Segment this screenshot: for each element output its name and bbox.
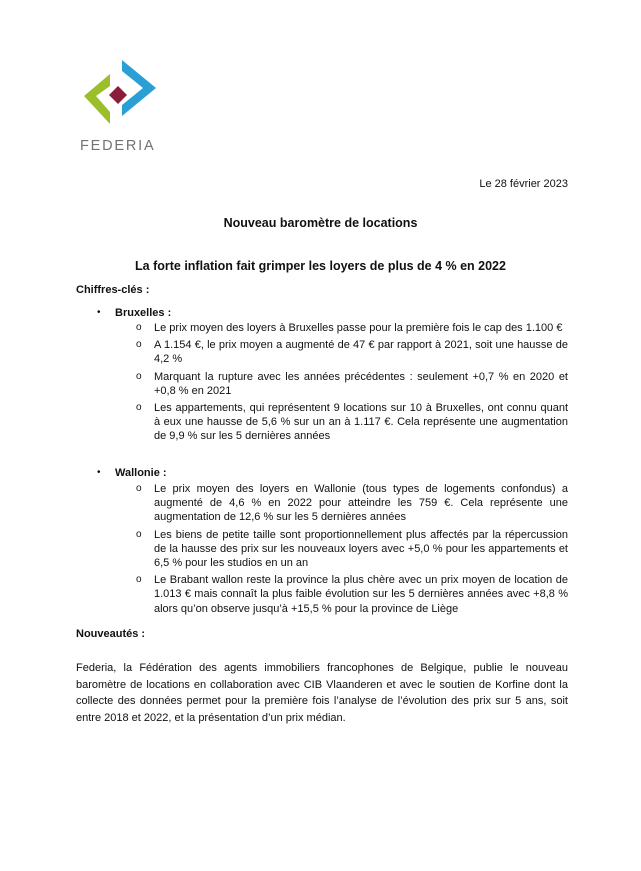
bruxelles-list [136, 321, 568, 447]
sub-bullet-glyph: o [136, 339, 142, 351]
list-item-text: Le Brabant wallon reste la province la plus chère avec un prix moyen de location de 1.013 € mais connaît la plus faible évolution sur les 5 dernières années avec +8,8 % alors qu’on observe jusqu’à +15,5 % pour la province de Liège [154, 574, 568, 615]
list-item [136, 528, 568, 571]
list-item-text: Le prix moyen des loyers en Wallonie (tous types de logements confondus) a augmenté de 4,6 % en 2022 pour atteindre les 759 €. Cela représente une augmentation de 12,6 % sur les 5 dernières années [154, 483, 568, 524]
sub-bullet-glyph: o [136, 402, 142, 414]
list-item-text: Le prix moyen des loyers à Bruxelles passe pour la première fois le cap des 1.100 € [154, 322, 563, 334]
list-item [136, 370, 568, 398]
document-title: Nouveau baromètre de locations [223, 216, 418, 230]
intro-paragraph: Federia, la Fédération des agents immobiliers francophones de Belgique, publie le nouveau baromètre de locations en collaboration avec CIB Vlaanderen et avec le soutien de Korfine dont la collecte des données permet pour la première fois l’analyse de l’évolution des prix sur 5 ans, soit entre 2018 et 2022, et la présentation d’un prix médian. [76, 662, 568, 724]
document-date: Le 28 février 2023 [479, 178, 568, 190]
bullet-glyph: • [97, 307, 101, 318]
nouveautes-heading: Nouveautés : [76, 628, 146, 640]
wallonie-label: Wallonie : [115, 467, 167, 479]
list-item [136, 482, 568, 525]
list-item [136, 401, 568, 444]
bruxelles-label: Bruxelles : [115, 307, 172, 319]
federia-logo-mark-icon [82, 58, 158, 134]
sub-bullet-glyph: o [136, 483, 142, 494]
sub-bullet-glyph: o [136, 528, 142, 540]
list-item [136, 573, 568, 616]
list-item [136, 338, 568, 366]
chiffres-cles-heading: Chiffres-clés : [76, 284, 150, 296]
list-item-text: Les biens de petite taille sont proportionnellement plus affectés par la répercussion de la hausse des prix sur les nouveaux loyers avec +5,0 % pour les appartements et 6,5 % pour les studios en un an [154, 528, 568, 570]
document-subtitle: La forte inflation fait grimper les loyers de plus de 4 % en 2022 [135, 259, 506, 273]
federia-logo [80, 58, 160, 158]
logo-text: FEDERIA [80, 138, 156, 154]
list-item-text: A 1.154 €, le prix moyen a augmenté de 47 € par rapport à 2021, soit une hausse de 4,2 % [154, 339, 568, 366]
sub-bullet-glyph: o [136, 322, 142, 333]
list-item-text: Les appartements, qui représentent 9 locations sur 10 à Bruxelles, ont connu quant à eux une hausse de 5,6 % sur un an à 1.117 €. Cela représente une augmentation de 9,9 % sur les 5 dernières années [154, 402, 568, 443]
sub-bullet-glyph: o [136, 574, 142, 586]
sub-bullet-glyph: o [136, 370, 142, 382]
bullet-glyph: • [97, 467, 101, 478]
list-item-text: Marquant la rupture avec les années précédentes : seulement +0,7 % en 2020 et +0,8 % en 2021 [154, 370, 568, 397]
list-item [136, 321, 568, 335]
wallonie-list [136, 482, 568, 619]
